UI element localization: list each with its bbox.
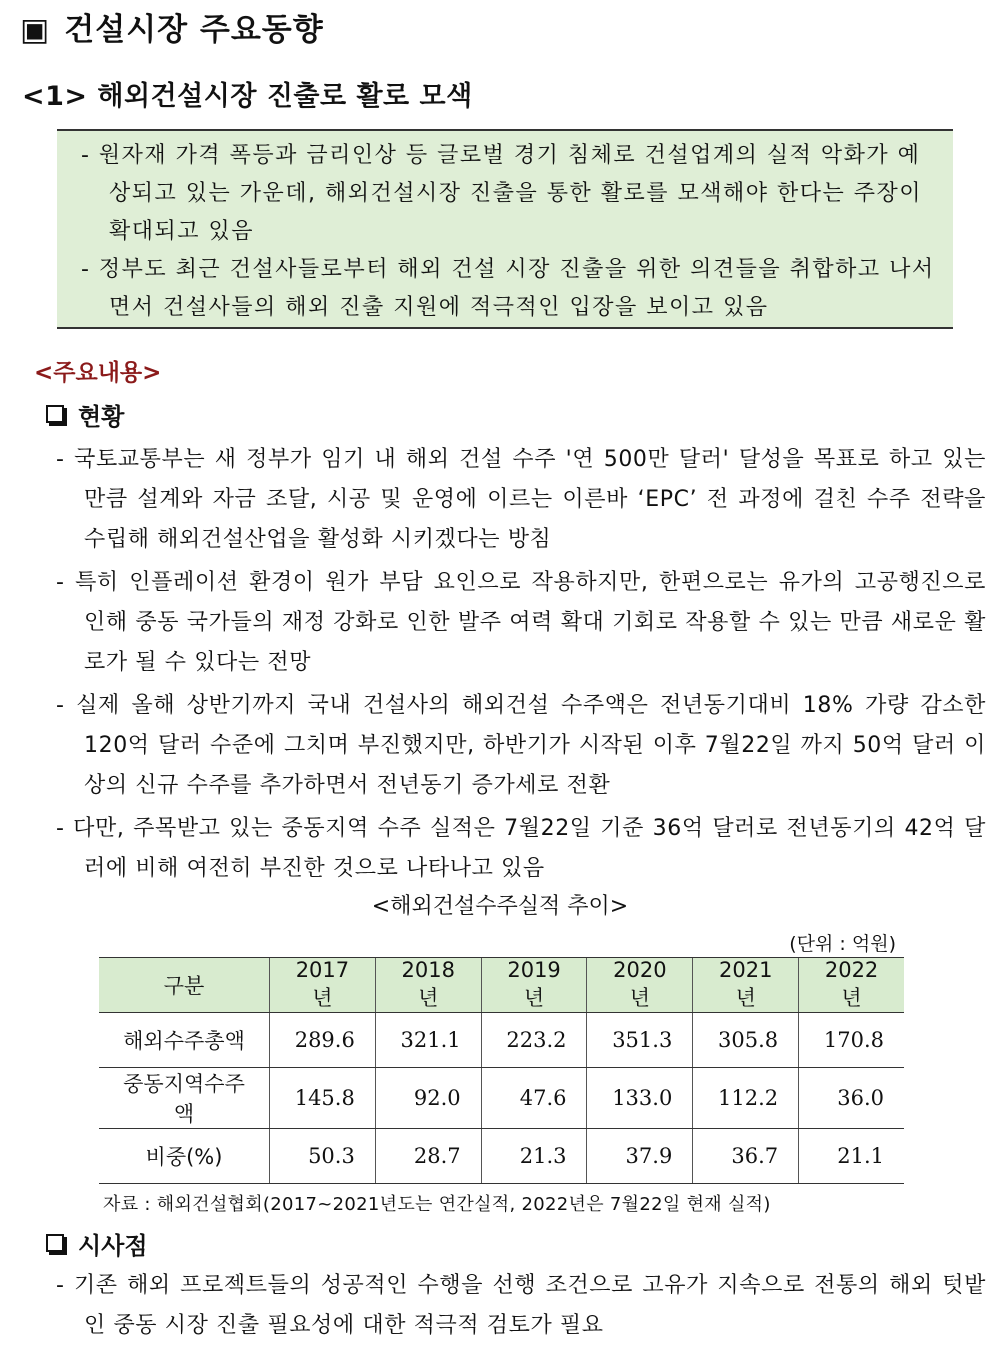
table-cell: 36.7	[693, 1129, 799, 1184]
page-title-text: 건설시장 주요동향	[64, 12, 324, 48]
table-cell: 289.6	[270, 1013, 376, 1068]
header-cell: 2022년	[799, 958, 904, 1013]
table-cell: 37.9	[587, 1129, 693, 1184]
header-cell: 2021년	[693, 958, 799, 1013]
summary-box	[57, 129, 953, 329]
implications-list	[56, 1266, 986, 1349]
table-cell: 133.0	[587, 1068, 693, 1129]
summary-item: - 원자재 가격 폭등과 금리인상 등 글로벌 경기 침체로 건설업계의 실적 악화가 예상되고 있는 가운데, 해외건설시장 진출을 통한 활로를 모색해야 한다는 주장이 확대되고 있음	[81, 143, 922, 244]
checkbox-bullet-icon	[46, 1234, 64, 1252]
status-heading	[46, 397, 124, 432]
table-header-row	[99, 958, 904, 1013]
table-row	[99, 1129, 904, 1184]
table-cell: 28.7	[375, 1129, 481, 1184]
table-unit: (단위 : 억원)	[789, 933, 896, 955]
page-title	[20, 4, 324, 49]
main-content-label: <주요내용>	[34, 360, 162, 386]
table-row	[99, 1068, 904, 1129]
table-cell: 112.2	[693, 1068, 799, 1129]
table-cell: 21.1	[799, 1129, 904, 1184]
header-cell: 2018년	[375, 958, 481, 1013]
list-item: - 실제 올해 상반기까지 국내 건설사의 해외건설 수주액은 전년동기대비 18% 가량 감소한 120억 달러 수준에 그치며 부진했지만, 하반기가 시작된 이후 7월22일 까지 50억 달러 이상의 신규 수주를 추가하면서 전년동기 증가세로 전환	[56, 693, 986, 798]
row-label: 해외수주총액	[99, 1013, 270, 1068]
section-subtitle: <1> 해외건설시장 진출로 활로 모색	[22, 81, 473, 112]
checkbox-bullet-icon	[46, 405, 64, 423]
table-cell: 47.6	[481, 1068, 587, 1129]
table-cell: 170.8	[799, 1013, 904, 1068]
list-item: - 기존 해외 프로젝트들의 성공적인 수행을 선행 조건으로 고유가 지속으로 전통의 해외 텃밭인 중동 시장 진출 필요성에 대한 적극적 검토가 필요	[56, 1273, 986, 1338]
status-heading-text: 현황	[78, 403, 125, 431]
implications-heading	[46, 1226, 148, 1261]
table-cell: 36.0	[799, 1068, 904, 1129]
table-cell: 145.8	[270, 1068, 376, 1129]
table-cell: 21.3	[481, 1129, 587, 1184]
table-cell: 351.3	[587, 1013, 693, 1068]
list-item: - 국토교통부는 새 정부가 임기 내 해외 건설 수주 '연 500만 달러' 달성을 목표로 하고 있는 만큼 설계와 자금 조달, 시공 및 운영에 이르는 이른바 ‘EPC’ 전 과정에 걸친 수주 전략을 수립해 해외건설산업을 활성화 시키겠다는 방침	[56, 447, 986, 552]
header-cell: 2017년	[270, 958, 376, 1013]
row-label: 비중(%)	[99, 1129, 270, 1184]
table-cell: 305.8	[693, 1013, 799, 1068]
table-row	[99, 1013, 904, 1068]
list-item: - 다만, 주목받고 있는 중동지역 수주 실적은 7월22일 기준 36억 달러로 전년동기의 42억 달러에 비해 여전히 부진한 것으로 나타나고 있음	[56, 816, 986, 881]
implications-heading-text: 시사점	[78, 1232, 148, 1260]
square-bullet-icon: ▣	[20, 12, 51, 48]
table-source: 자료 : 해외건설협회(2017~2021년도는 연간실적, 2022년은 7월22일 현재 실적)	[103, 1194, 771, 1215]
table-cell: 92.0	[375, 1068, 481, 1129]
overseas-orders-table	[99, 957, 904, 1184]
table-cell: 50.3	[270, 1129, 376, 1184]
summary-item: - 정부도 최근 건설사들로부터 해외 건설 시장 진출을 위한 의견들을 취합하고 나서면서 건설사들의 해외 진출 지원에 적극적인 입장을 보이고 있음	[81, 257, 935, 320]
header-cell: 2020년	[587, 958, 693, 1013]
row-label: 중동지역수주액	[99, 1068, 270, 1129]
list-item: - 특히 인플레이션 환경이 원가 부담 요인으로 작용하지만, 한편으로는 유가의 고공행진으로 인해 중동 국가들의 재정 강화로 인한 발주 여력 확대 기회로 작용할 수 있는 만큼 새로운 활로가 될 수 있다는 전망	[56, 570, 986, 675]
header-cell: 2019년	[481, 958, 587, 1013]
status-list	[56, 440, 986, 892]
table-caption: <해외건설수주실적 추이>	[371, 894, 629, 919]
table-cell: 223.2	[481, 1013, 587, 1068]
table-cell: 321.1	[375, 1013, 481, 1068]
header-cell: 구분	[99, 958, 270, 1013]
